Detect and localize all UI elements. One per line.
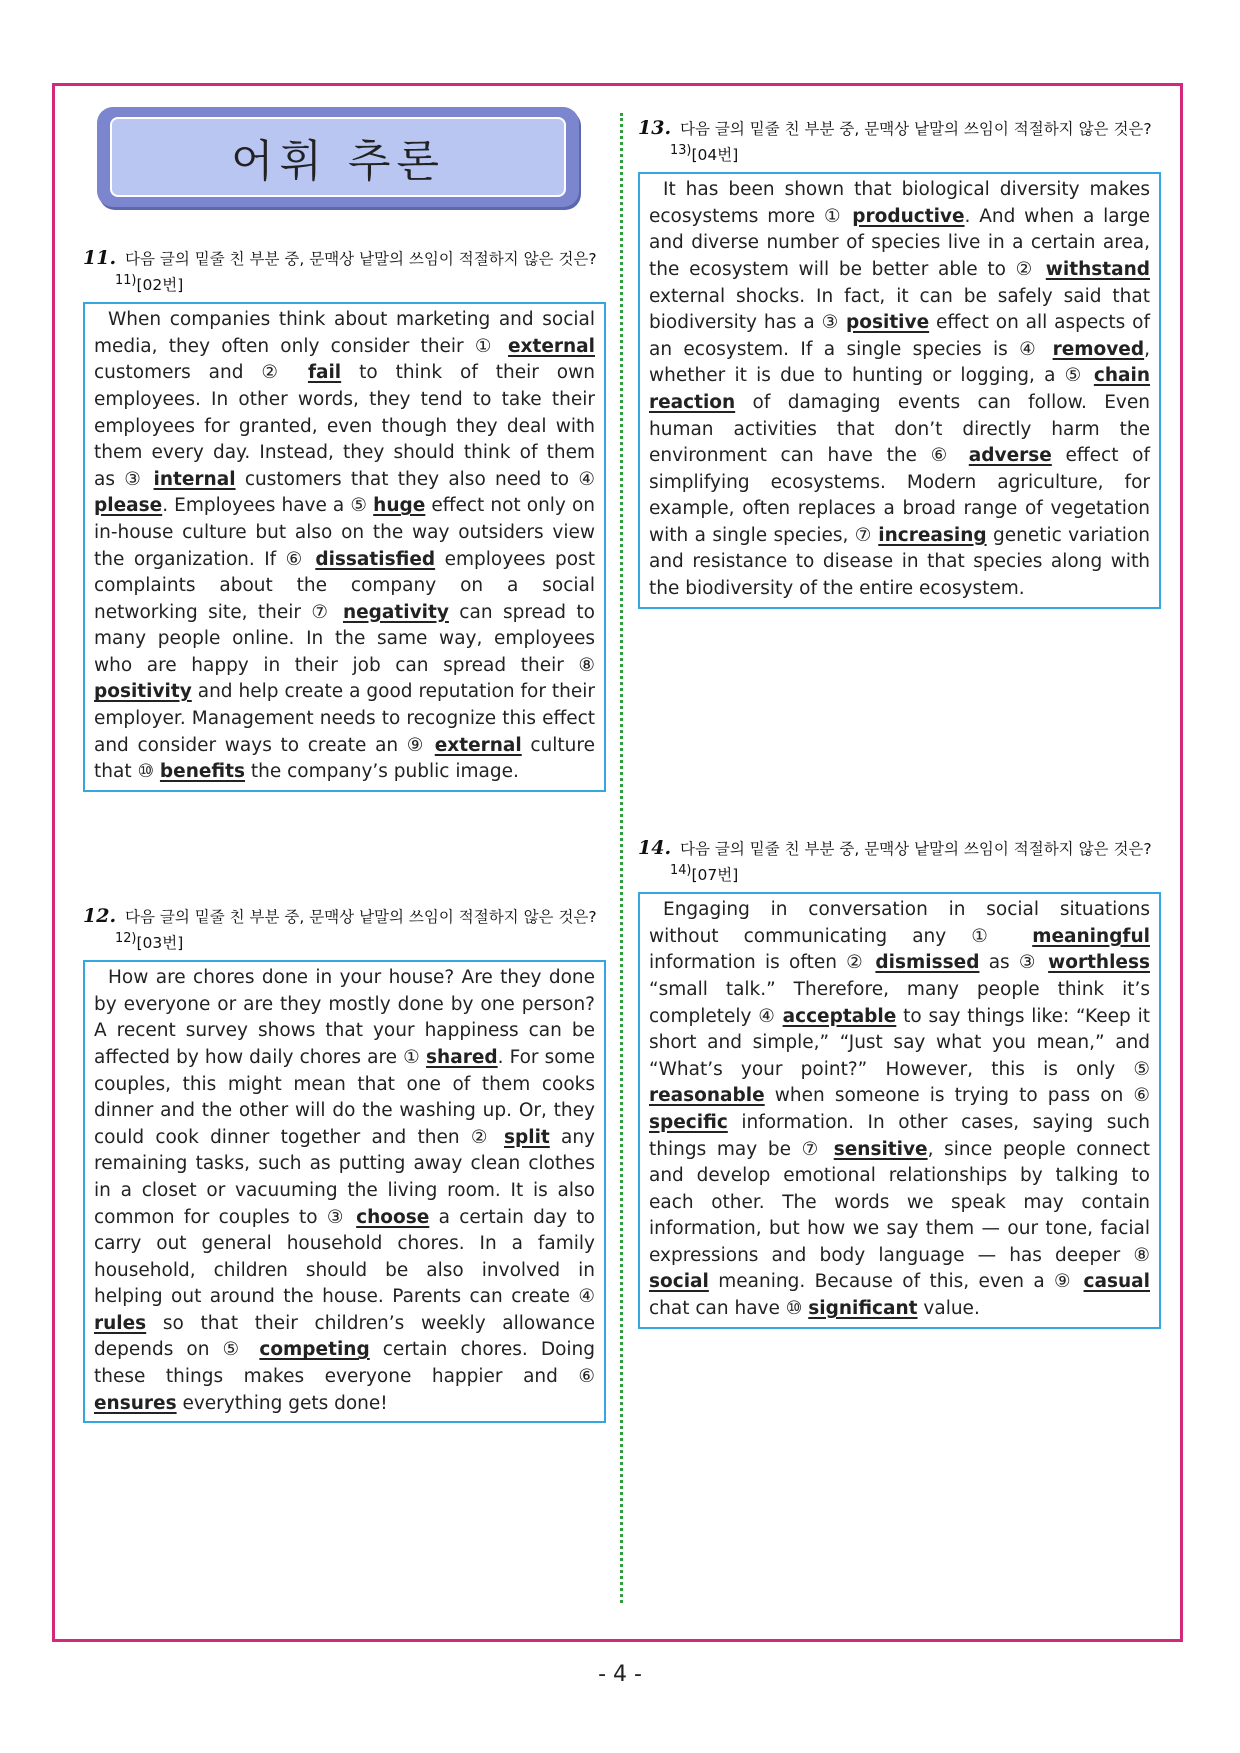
underlined-word: negativity <box>342 601 449 623</box>
passage-segment: any remaining tasks, such as putting away clean clothes in a closet or vacuuming the living room. It is also common for couples to ③ <box>94 1126 595 1228</box>
passage-box <box>638 892 1161 1329</box>
question-header <box>83 248 606 296</box>
passage-segment: and help create a good reputation for their employer. Management needs to recognize this effect and consider ways to create an ⑨ <box>94 681 595 756</box>
question-number: 11. <box>83 247 117 269</box>
section-banner <box>97 107 579 207</box>
underlined-word: increasing <box>878 524 987 546</box>
page-number: - 4 - <box>598 1662 642 1687</box>
passage-segment: to think of their own employees. In other words, they tend to take their employees for granted, even though they deal with them every day. Instead, they should think of them as ③ <box>94 362 595 490</box>
underlined-word: competing <box>259 1339 370 1361</box>
question-14 <box>638 838 1161 1329</box>
underlined-word: social <box>649 1271 709 1293</box>
underlined-word: huge <box>373 495 426 517</box>
passage-segment: external shocks. In fact, it can be safely said that biodiversity has a ③ <box>649 285 1150 334</box>
question-footnote: 12) <box>115 931 137 946</box>
question-source: [02번] <box>136 276 184 295</box>
underlined-word: withstand <box>1045 258 1150 280</box>
underlined-word: split <box>503 1126 550 1148</box>
passage-segment: When companies think about marketing and social media, they often only consider their ① <box>94 309 595 357</box>
underlined-word: meaningful <box>1032 925 1150 947</box>
underlined-word: specific <box>649 1111 728 1133</box>
section-banner-inner <box>110 117 566 197</box>
underlined-word: benefits <box>159 761 245 783</box>
passage-text <box>649 897 1150 1323</box>
passage-text <box>94 307 595 786</box>
question-source: [04번] <box>691 146 739 165</box>
passage-segment: meaning. Because of this, even a ⑨ <box>708 1271 1084 1293</box>
passage-segment: everything gets done! <box>176 1392 388 1414</box>
passage-segment: chat can have ⑩ <box>649 1298 809 1320</box>
question-header <box>83 906 606 954</box>
question-source: [07번] <box>691 866 739 885</box>
passage-segment: , since people connect and develop emotional relationships by talking to each other. The words we speak may contain information, but how we say them — our tone, facial expressions and body language — has deeper ⑧ <box>649 1138 1150 1266</box>
underlined-word: rules <box>94 1312 147 1334</box>
question-number: 12. <box>83 905 117 927</box>
underlined-word: worthless <box>1048 952 1150 974</box>
question-footnote: 11) <box>115 273 137 288</box>
question-prompt: 다음 글의 밑줄 친 부분 중, 문맥상 낱말의 쓰임이 적절하지 않은 것은? <box>125 908 597 926</box>
passage-segment: the company’s public image. <box>245 761 519 783</box>
passage-segment: employees post complaints about the company on a social networking site, their ⑦ <box>94 548 595 623</box>
passage-segment: can spread to many people online. In the same way, employees who are happy in their job can spread their ⑧ <box>94 601 595 676</box>
underlined-word: positivity <box>94 681 192 703</box>
passage-box <box>638 172 1161 609</box>
passage-segment: certain chores. Doing these things makes everyone happier and ⑥ <box>94 1339 595 1388</box>
passage-segment: a certain day to carry out general household chores. In a family household, children should be also involved in helping out around the house. Parents can create ④ <box>94 1206 595 1308</box>
underlined-word: chain reaction <box>649 365 1150 413</box>
passage-segment: , whether it is due to hunting or logging, a ⑤ <box>649 338 1150 387</box>
passage-segment: culture that ⑩ <box>94 734 595 783</box>
underlined-word: acceptable <box>782 1005 897 1027</box>
underlined-word: positive <box>846 312 930 334</box>
underlined-word: productive <box>852 205 965 227</box>
underlined-word: dismissed <box>875 952 980 974</box>
passage-segment: information is often ② <box>649 952 876 974</box>
passage-segment: when someone is trying to pass on ⑥ <box>764 1085 1150 1107</box>
passage-segment: effect on all aspects of an ecosystem. If a single species is ④ <box>649 312 1150 360</box>
underlined-word: removed <box>1052 338 1145 360</box>
passage-segment: How are chores done in your house? Are they done by everyone or are they mostly done by one person? A recent survey shows that your happiness can be affected by how daily chores are ① <box>94 967 595 1068</box>
question-11 <box>83 248 606 792</box>
underlined-word: adverse <box>968 445 1052 467</box>
question-header <box>638 118 1161 166</box>
passage-segment: customers that they also need to ④ <box>235 468 595 490</box>
section-title: 어휘 추론 <box>230 136 445 187</box>
question-prompt: 다음 글의 밑줄 친 부분 중, 문맥상 낱말의 쓰임이 적절하지 않은 것은? <box>125 250 597 268</box>
question-source: [03번] <box>136 934 184 953</box>
underlined-word: casual <box>1083 1271 1150 1293</box>
passage-segment: information. In other cases, saying such things may be ⑦ <box>649 1111 1150 1160</box>
question-prompt: 다음 글의 밑줄 친 부분 중, 문맥상 낱말의 쓰임이 적절하지 않은 것은? <box>680 840 1152 858</box>
passage-segment: Engaging in conversation in social situations without communicating any ① <box>649 899 1150 947</box>
passage-text <box>94 965 595 1417</box>
underlined-word: sensitive <box>833 1138 928 1160</box>
passage-segment: effect not only on in-house culture but also on the way outsiders view the organization. If ⑥ <box>94 495 595 570</box>
question-13 <box>638 118 1161 609</box>
underlined-word: dissatisfied <box>315 548 436 570</box>
passage-segment: of damaging events can follow. Even human activities that don’t directly harm the environment can have the ⑥ <box>649 391 1150 467</box>
passage-text <box>649 177 1150 603</box>
underlined-word: please <box>94 495 163 517</box>
passage-segment: It has been shown that biological diversity makes ecosystems more ① <box>649 179 1150 227</box>
underlined-word: internal <box>153 468 236 490</box>
passage-segment: value. <box>917 1298 980 1320</box>
passage-segment: . Employees have a ⑤ <box>162 495 374 517</box>
question-number: 13. <box>638 117 672 139</box>
question-footnote: 14) <box>670 863 692 878</box>
passage-segment: customers and ② <box>94 362 308 384</box>
passage-segment: so that their children’s weekly allowance depends on ⑤ <box>94 1312 595 1361</box>
underlined-word: significant <box>808 1298 918 1320</box>
question-prompt: 다음 글의 밑줄 친 부분 중, 문맥상 낱말의 쓰임이 적절하지 않은 것은? <box>680 120 1152 138</box>
column-divider <box>620 113 623 1603</box>
passage-box <box>83 960 606 1423</box>
underlined-word: fail <box>307 362 342 384</box>
question-header <box>638 838 1161 886</box>
underlined-word: reasonable <box>649 1085 765 1107</box>
underlined-word: ensures <box>94 1392 177 1414</box>
question-number: 14. <box>638 837 672 859</box>
passage-segment: . For some couples, this might mean that one of them cooks dinner and the other will do the washing up. Or, they could cook dinner together and then ② <box>94 1046 595 1148</box>
passage-box <box>83 302 606 792</box>
passage-segment: genetic variation and resistance to disease in that species along with the biodiversity of the entire ecosystem. <box>649 524 1150 600</box>
passage-segment: to say things like: “Keep it short and simple,” “Just say what you mean,” and “What’s your point?” However, this is only ⑤ <box>649 1005 1150 1080</box>
underlined-word: shared <box>426 1046 498 1068</box>
question-12 <box>83 906 606 1423</box>
underlined-word: external <box>434 734 522 756</box>
passage-segment: as ③ <box>979 952 1049 974</box>
underlined-word: external <box>508 335 595 357</box>
passage-segment: effect of simplifying ecosystems. Modern agriculture, for example, often replaces a broad range of vegetation with a single species, ⑦ <box>649 445 1151 546</box>
underlined-word: choose <box>356 1206 430 1228</box>
passage-segment: “small talk.” Therefore, many people think it’s completely ④ <box>649 978 1150 1027</box>
question-footnote: 13) <box>670 143 692 158</box>
passage-segment: . And when a large and diverse number of species live in a certain area, the ecosystem will be better able to ② <box>649 205 1150 280</box>
